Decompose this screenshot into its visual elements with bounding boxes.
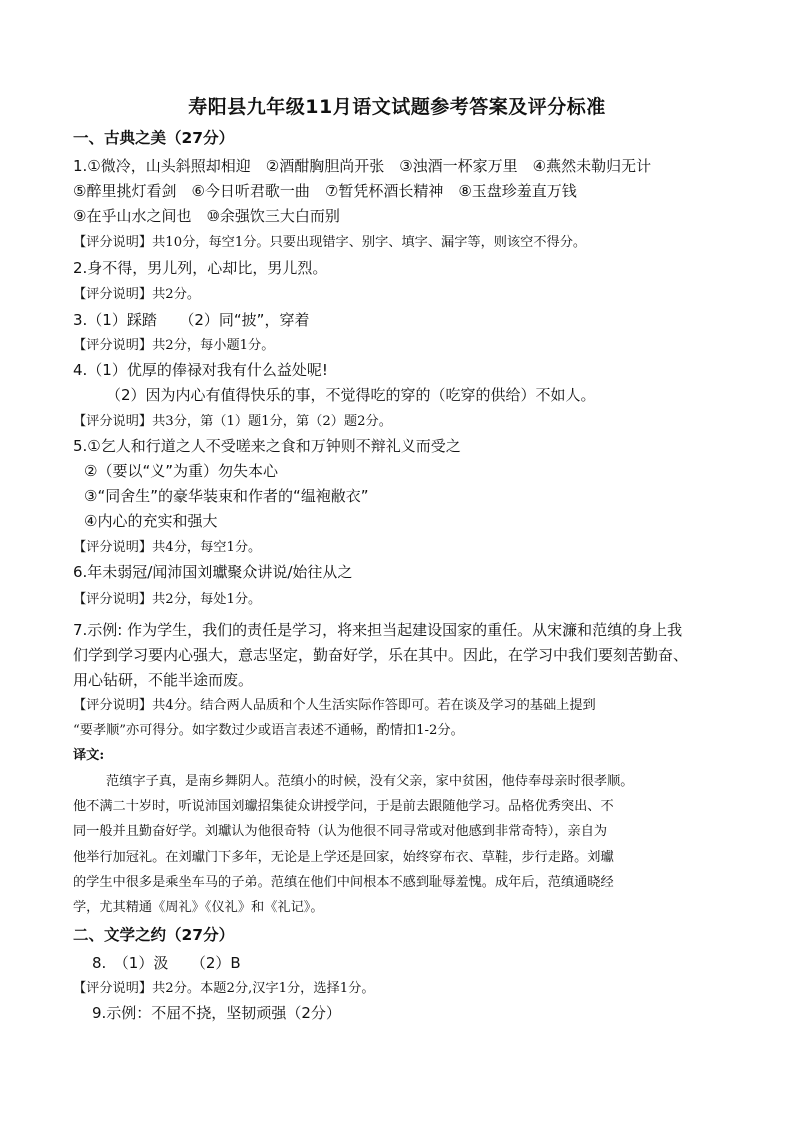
section-heading-classical: 一、古典之美（27分） (73, 129, 235, 147)
scoring-note: 【评分说明】共2分。本题2分,汉字1分，选择1分。 (73, 981, 375, 996)
translation-line: 同一般并且勤奋好学。刘瓛认为他很奇特（认为他很不同寻常或对他感到非常奇特），亲自为 (73, 824, 608, 839)
translation-line: 他举行加冠礼。在刘瓛门下多年，无论是上学还是回家，始终穿布衣、草鞋，步行走路。刘瓛 (73, 850, 614, 865)
answer-line: 6.年未弱冠/闻沛国刘瓛聚众讲说/始往从之 (73, 563, 353, 581)
scoring-note: 【评分说明】共3分，第（1）题1分，第（2）题2分。 (73, 414, 392, 429)
scoring-note: 【评分说明】共2分，每小题1分。 (73, 338, 275, 353)
scoring-note: 【评分说明】共2分，每处1分。 (73, 592, 262, 607)
answer-line: 1.①微冷，山头斜照却相迎 ②酒酣胸胆尚开张 ③浊酒一杯家万里 ④燕然未勒归无计 (73, 157, 652, 175)
answer-line: 4.（1）优厚的俸禄对我有什么益处呢! (73, 361, 328, 379)
translation-line: 范缜字子真，是南乡舞阴人。范缜小的时候，没有父亲，家中贫困，他侍奉母亲时很孝顺。 (106, 774, 634, 789)
answer-line: 们学到学习要内心强大，意志坚定，勤奋好学，乐在其中。因此，在学习中我们要刻苦勤奋、 (73, 646, 689, 664)
scoring-note: 【评分说明】共4分。结合两人品质和个人生活实际作答即可。若在谈及学习的基础上提到 (73, 698, 596, 713)
answer-line: 3.（1）踩踏 （2）同“披”，穿着 (73, 311, 310, 329)
answer-line: 2.身不得，男儿列，心却比，男儿烈。 (73, 259, 328, 277)
answer-line: 8. （1）汲 （2）B (92, 954, 241, 972)
answer-line: ④内心的充实和强大 (84, 512, 218, 530)
scoring-note: “要孝顺”亦可得分。如字数过少或语言表述不通畅，酌情扣1-2分。 (73, 723, 464, 738)
answer-line: 5.①乞人和行道之人不受嗟来之食和万钟则不辩礼义而受之 (73, 437, 461, 455)
scoring-note: 【评分说明】共4分，每空1分。 (73, 540, 262, 555)
answer-line: ③“同舍生”的豪华装束和作者的“缊袍敝衣” (84, 487, 369, 505)
scoring-note: 【评分说明】共2分。 (73, 287, 201, 302)
answer-line: 用心钻研，不能半途而废。 (73, 671, 254, 689)
answer-line: ⑤醉里挑灯看剑 ⑥今日听君歌一曲 ⑦暂凭杯酒长精神 ⑧玉盘珍羞直万钱 (73, 182, 577, 200)
translation-line: 学，尤其精通《周礼》《仪礼》和《礼记》。 (73, 900, 324, 915)
answer-line: 7.示例: 作为学生，我们的责任是学习，将来担当起建设国家的重任。从宋濂和范缜的身上我 (73, 621, 683, 639)
answer-line: ⑨在乎山水之间也 ⑩余强饮三大白而别 (73, 207, 340, 225)
translation-line: 的学生中很多是乘坐车马的子弟。范缜在他们中间根本不感到耻辱羞愧。成年后，范缜通晓经 (73, 875, 614, 890)
page-title: 寿阳县九年级11月语文试题参考答案及评分标准 (188, 96, 606, 118)
translation-heading: 译文: (73, 748, 105, 763)
translation-line: 他不满二十岁时，听说沛国刘瓛招集徒众讲授学问，于是前去跟随他学习。品格优秀突出、不 (73, 799, 614, 814)
scoring-note: 【评分说明】共10分，每空1分。只要出现错字、别字、填字、漏字等，则该空不得分。 (73, 235, 587, 250)
answer-line: 9.示例：不屈不挠，坚韧顽强（2分） (92, 1004, 341, 1022)
section-heading-literature: 二、文学之约（27分） (73, 926, 235, 944)
answer-line: （2）因为内心有值得快乐的事，不觉得吃的穿的（吃穿的供给）不如人。 (106, 386, 596, 404)
answer-line: ②（要以“义”为重）勿失本心 (84, 462, 278, 480)
